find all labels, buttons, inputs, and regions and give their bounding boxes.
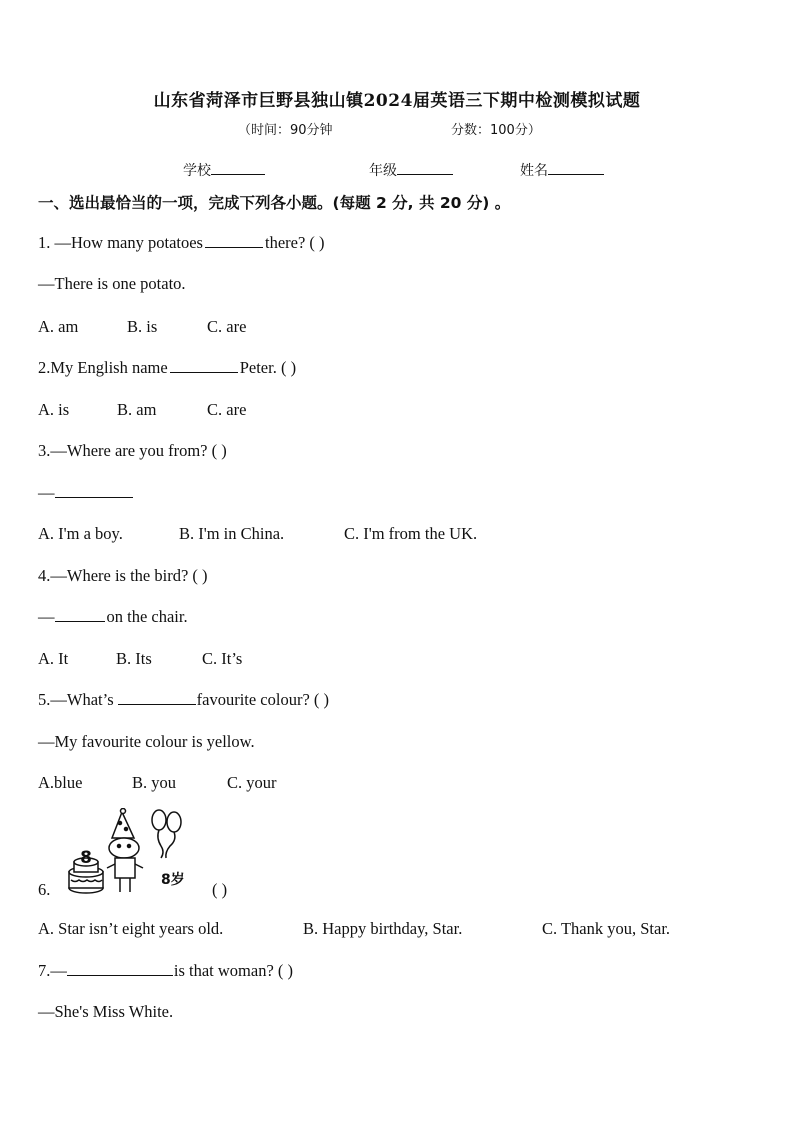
question-3: 3.—Where are you from? ( ) xyxy=(38,441,227,460)
option-3c[interactable]: C. I'm from the UK. xyxy=(344,524,478,543)
answer-line-4: — on the chair. xyxy=(38,607,188,626)
question-5: 5.—What’s favourite colour? ( ) xyxy=(38,690,330,709)
option-2b[interactable]: B. am xyxy=(117,400,157,419)
answer-line-7: —She's Miss White. xyxy=(38,1002,174,1021)
option-4a[interactable]: A. It xyxy=(38,649,69,668)
answer-line-3: — xyxy=(38,483,133,503)
option-5b[interactable]: B. you xyxy=(132,773,177,792)
grade-field[interactable] xyxy=(369,160,453,180)
option-3a[interactable]: A. I'm a boy. xyxy=(38,524,123,543)
answer-line-1: —There is one potato. xyxy=(38,274,186,293)
option-1a[interactable]: A. am xyxy=(38,317,79,336)
option-4c[interactable]: C. It’s xyxy=(202,649,243,668)
name-field[interactable] xyxy=(520,160,604,180)
option-5a[interactable]: A.blue xyxy=(38,773,83,792)
option-3b[interactable]: B. I'm in China. xyxy=(179,524,285,543)
option-5c[interactable]: C. your xyxy=(227,773,277,792)
question-6-number: 6. xyxy=(38,880,51,899)
exam-time: （时间：90分钟 xyxy=(238,123,333,138)
option-1c[interactable]: C. are xyxy=(207,317,247,336)
section-heading: 一、选出最恰当的一项，完成下列各小题。(每题 2 分, 共 20 分) 。 xyxy=(38,194,511,212)
school-field[interactable] xyxy=(183,160,265,180)
character-icon xyxy=(107,809,143,893)
question-7: 7.— is that woman? ( ) xyxy=(38,961,294,980)
name-label: 姓名 xyxy=(520,163,548,179)
birthday-picture xyxy=(66,808,190,898)
option-2a[interactable]: A. is xyxy=(38,400,70,419)
option-4b[interactable]: B. Its xyxy=(116,649,152,668)
option-1b[interactable]: B. is xyxy=(127,317,158,336)
age-label: 8岁 xyxy=(161,872,185,888)
option-6c[interactable]: C. Thank you, Star. xyxy=(542,919,671,938)
question-2: 2.My English name Peter. ( ) xyxy=(38,358,297,377)
question-4: 4.—Where is the bird? ( ) xyxy=(38,566,208,585)
school-label: 学校 xyxy=(183,163,211,179)
page-title: 山东省菏泽市巨野县独山镇2024届英语三下期中检测模拟试题 xyxy=(153,91,641,111)
exam-score: 分数：100分） xyxy=(451,123,541,138)
question-1: 1. —How many potatoes there? ( ) xyxy=(38,233,325,252)
grade-label: 年级 xyxy=(369,163,397,179)
answer-bracket-6[interactable]: ( ) xyxy=(212,880,228,899)
balloons-icon xyxy=(152,810,181,858)
cake-number: 8 xyxy=(80,848,92,868)
option-6b[interactable]: B. Happy birthday, Star. xyxy=(303,919,463,938)
option-6a[interactable]: A. Star isn’t eight years old. xyxy=(38,919,224,938)
answer-line-5: —My favourite colour is yellow. xyxy=(38,732,255,751)
option-2c[interactable]: C. are xyxy=(207,400,247,419)
